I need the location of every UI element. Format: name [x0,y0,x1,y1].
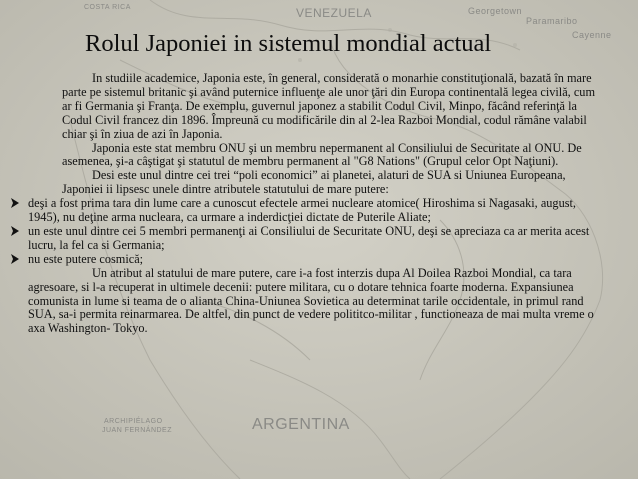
bullet-item [28,251,602,267]
bullet-text-security-council: un este unul dintre cei 5 membri permanenţi ai Consiliului de Securitate ONU, deşi se apreciaza ca ar merita acest lucru, la fel ca si Germania; [28,223,590,252]
paragraph-onu: Japonia este stat membru ONU şi un membru nepermanent al Consiliului de Securitate al ONU. De asemenea, şi-a câştigat şi statutul de membru permanent al "G8 Nations" (Grupul celor Opt Naţiuni). [62,140,582,169]
arrow-bullet-icon [10,198,20,208]
bullet-item [28,196,602,225]
map-label-archipelago: ARCHIPIÉLAGO [104,418,163,425]
map-label-juan-fernandez: JUAN FERNÁNDEZ [102,427,173,434]
paragraph-military: Un atribut al statului de mare putere, care i-a fost interzis dupa Al Doilea Razboi Mondial, ca tara agresoare, si l-a recuperat in ultimele decenii: putere militara, cu o dotare tehnica foarte moderna. Expansiunea comunista in lume si teama de o alianta China-Uniunea Sovietica au determinat tarile occidentale, in primul rand SUA, sa-i permita reinarmarea. De altfel, din punct de vedere polititco-militar , functioneaza de mai multa vreme o axa Washington- Tokyo. [28,265,594,336]
paragraph-constitution: In studiile academice, Japonia este, în general, considerată o monarhie constituţională, bazată în mare parte pe sistemul britanic şi având puternice influenţe ale unor ţări din Europa continentală legea civilă, cum ar fi Germania şi Franţa. De exemplu, guvernul japonez a stabilit Codul Civil, Minpo, făcând referinţă la Codul Civil francez din 1896. Împreună cu modificările din al 2-lea Razboi Mondial, codul rămâne valabil chiar şi în ziua de azi în Japonia. [62,71,596,141]
map-label-georgetown: Georgetown [468,6,523,16]
bullet-text-nuclear: deşi a fost prima tara din lume care a cunoscut efectele armei nucleare atomice( Hiroshima si Nagasaki, august, 1945), nu deţine arma nucleara, ca urmare a inderdicţiei dictate de Puterile Aliate; [28,196,577,225]
arrow-bullet-icon [10,226,20,236]
arrow-bullet-icon [10,254,20,264]
slide-body [28,71,602,336]
map-label-argentina: ARGENTINA [252,416,350,433]
map-label-costa-rica: COSTA RICA [84,4,131,11]
map-label-paramaribo: Paramaribo [526,16,578,26]
bullet-text-cosmic: nu este putere cosmică; [28,251,144,266]
map-label-cayenne: Cayenne [572,30,612,40]
slide-title: Rolul Japoniei in sistemul mondial actual [85,30,492,57]
paragraph-poles: Desi este unul dintre cei trei “poli economici” ai planetei, alaturi de SUA si Uniunea Europeana, Japoniei ii lipsesc unele dintre atributele statutului de mare putere: [62,168,566,197]
map-label-venezuela: VENEZUELA [296,6,372,20]
bullet-item [28,223,602,253]
